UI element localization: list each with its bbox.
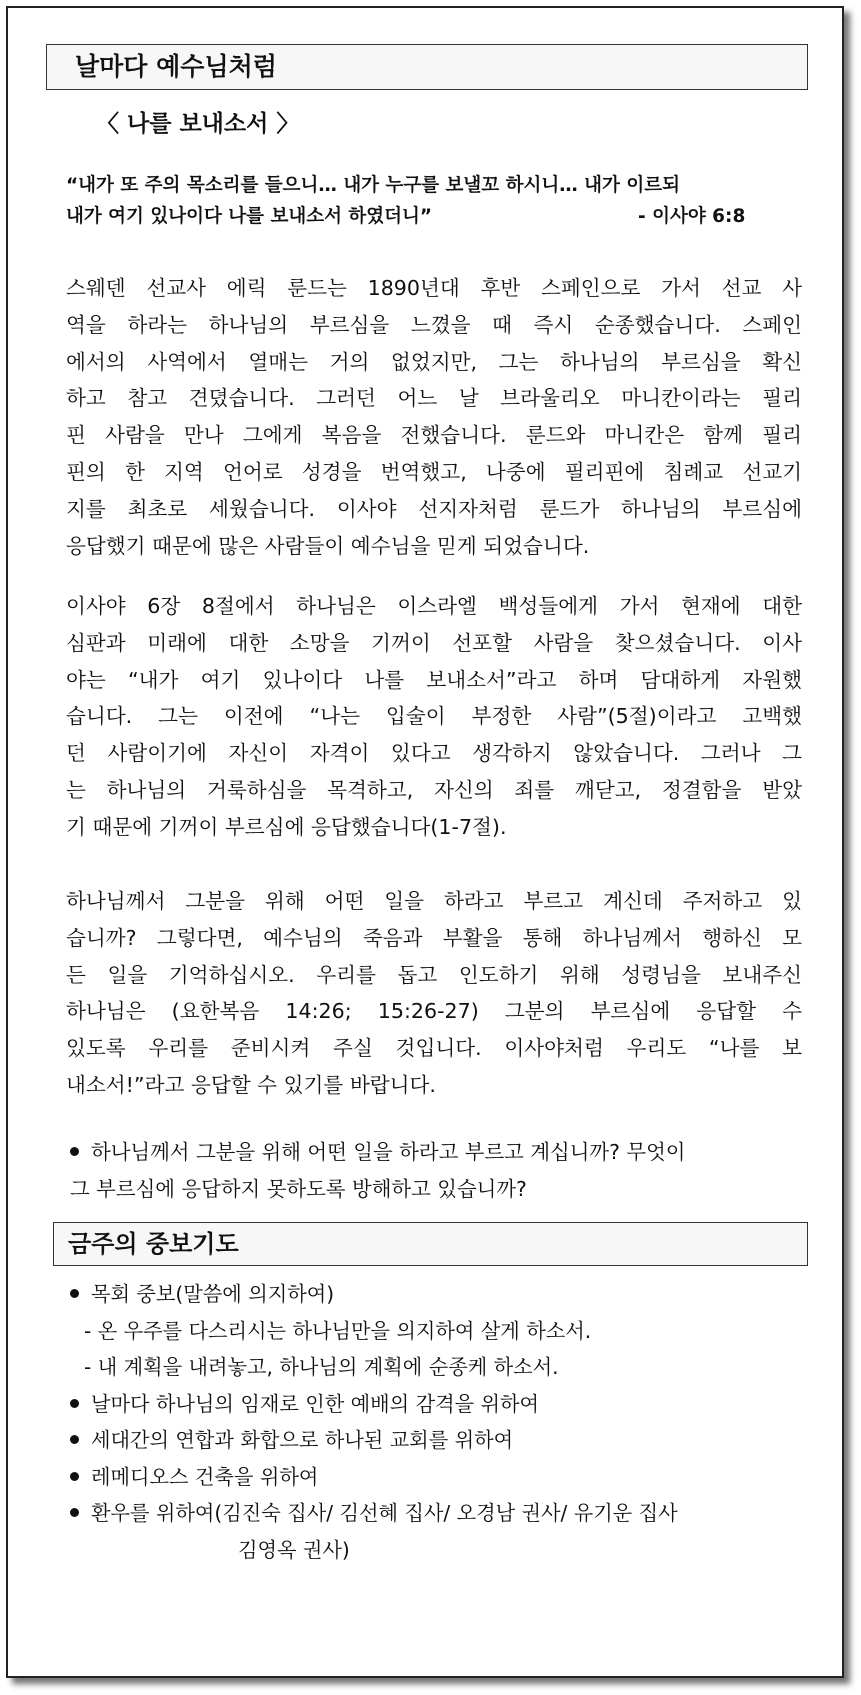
- reflection-question: [70, 1134, 800, 1208]
- bullet-icon: [70, 1399, 79, 1408]
- list-item: [70, 1495, 808, 1532]
- question-line-1: 하나님께서 그분을 위해 어떤 일을 하라고 부르고 계십니까? 무엇이: [91, 1140, 686, 1164]
- prayer-item-label: 세대간의 연합과 화합으로 하나된 교회를 위하여: [91, 1428, 514, 1452]
- paragraph-line: 습니다. 그는 이전에 “나는 입술이 부정한 사람”(5절)이라고 고백했: [66, 704, 802, 729]
- paragraph-line: 하고 참고 견뎠습니다. 그러던 어느 날 브라울리오 마니칸이라는 필리: [66, 386, 802, 411]
- verse-line-1: “내가 또 주의 목소리를 들으니… 내가 누구를 보낼꼬 하시니… 내가 이르되: [66, 175, 680, 196]
- devotional-title: 날마다 예수님처럼: [75, 52, 277, 81]
- paragraph-line: 핀 사람을 만나 그에게 복음을 전했습니다. 룬드와 마니칸은 함께 필리: [66, 423, 802, 448]
- paragraph-line: 야는 “내가 여기 있나이다 나를 보내소서”라고 하며 담대하게 자원했: [66, 667, 802, 692]
- devotional-header: [46, 44, 808, 90]
- bullet-icon: [70, 1289, 79, 1298]
- bulletin-page: [6, 6, 844, 1678]
- question-line-2: 그 부르심에 응답하지 못하도록 방해하고 있습니까?: [70, 1176, 527, 1201]
- scripture-verse: [66, 170, 766, 232]
- prayer-item-label: 날마다 하나님의 임재로 인한 예배의 감격을 위하여: [91, 1391, 540, 1416]
- paragraph-line: 심판과 미래에 대한 소망을 기꺼이 선포할 사람을 찾으셨습니다. 이사: [66, 630, 802, 655]
- paragraph-line: 역을 하라는 하나님의 부르심을 느꼈을 때 즉시 순종했습니다. 스페인: [66, 312, 802, 337]
- prayer-list: [70, 1276, 808, 1568]
- paragraph-line: 스웨덴 선교사 에릭 룬드는 1890년대 후반 스페인으로 가서 선교 사: [66, 276, 802, 300]
- prayer-item-label: 환우를 위하여(김진숙 집사/ 김선혜 집사/ 오경남 권사/ 유기운 집사: [91, 1501, 678, 1525]
- list-item: [70, 1386, 808, 1423]
- bullet-icon: [70, 1435, 79, 1444]
- paragraph-line: 이사야 6장 8절에서 하나님은 이스라엘 백성들에게 가서 현재에 대한: [66, 594, 802, 618]
- paragraph-line: 하나님께서 그분을 위해 어떤 일을 하라고 부르고 계신데 주저하고 있: [66, 889, 802, 913]
- prayer-section-title: 금주의 중보기도: [68, 1230, 239, 1258]
- paragraph-3: [66, 883, 802, 1104]
- sermon-subtitle: 〈 나를 보내소서 〉: [96, 111, 300, 137]
- paragraph-line: 던 사람이기에 자신이 자격이 있다고 생각하지 않았습니다. 그러나 그: [66, 741, 802, 766]
- bullet-icon: [70, 1508, 79, 1517]
- bullet-icon: [70, 1472, 79, 1481]
- verse-reference: - 이사야 6:8: [638, 206, 746, 227]
- paragraph-line: 응답했기 때문에 많은 사람들이 예수님을 믿게 되었습니다.: [66, 533, 590, 558]
- prayer-item-label: 목회 중보(말씀에 의지하여): [91, 1282, 335, 1306]
- paragraph-line: 하나님은 (요한복음 14:26; 15:26-27) 그분의 부르심에 응답할 수: [66, 999, 802, 1024]
- paragraph-line: 든 일을 기억하십시오. 우리를 돕고 인도하기 위해 성령님을 보내주신: [66, 962, 802, 987]
- list-item: - 내 계획을 내려놓고, 하나님의 계획에 순종케 하소서.: [84, 1355, 559, 1379]
- paragraph-line: 내소서!”라고 응답할 수 있기를 바랍니다.: [66, 1072, 436, 1097]
- paragraph-line: 에서의 사역에서 열매는 거의 없었지만, 그는 하나님의 부르심을 확신: [66, 349, 802, 374]
- bullet-icon: [70, 1147, 79, 1156]
- paragraph-2: [66, 588, 802, 846]
- list-item-continuation: 김영옥 권사): [238, 1537, 350, 1562]
- list-item: [70, 1276, 808, 1313]
- list-item: [70, 1422, 808, 1459]
- paragraph-line: 기 때문에 기꺼이 부르심에 응답했습니다(1-7절).: [66, 814, 507, 839]
- paragraph-line: 핀의 한 지역 언어로 성경을 번역했고, 나중에 필리핀에 침례교 선교기: [66, 459, 802, 484]
- paragraph-line: 있도록 우리를 준비시켜 주실 것입니다. 이사야처럼 우리도 “나를 보: [66, 1036, 802, 1061]
- prayer-item-label: 레메디오스 건축을 위하여: [91, 1464, 319, 1489]
- list-item: [70, 1459, 808, 1496]
- verse-line-2-wrap: [66, 201, 766, 232]
- paragraph-line: 습니까? 그렇다면, 예수님의 죽음과 부활을 통해 하나님께서 행하신 모: [66, 925, 802, 950]
- verse-line-2: 내가 여기 있나이다 나를 보내소서 하였더니”: [66, 206, 433, 227]
- list-item: - 온 우주를 다스리시는 하나님만을 의지하여 살게 하소서.: [84, 1318, 592, 1343]
- question-line-1-wrap: [70, 1134, 800, 1171]
- paragraph-1: [66, 270, 802, 564]
- paragraph-line: 는 하나님의 거룩하심을 목격하고, 자신의 죄를 깨닫고, 정결함을 받았: [66, 777, 802, 802]
- prayer-section-header: [53, 1222, 808, 1266]
- paragraph-line: 지를 최초로 세웠습니다. 이사야 선지자처럼 룬드가 하나님의 부르심에: [66, 496, 802, 521]
